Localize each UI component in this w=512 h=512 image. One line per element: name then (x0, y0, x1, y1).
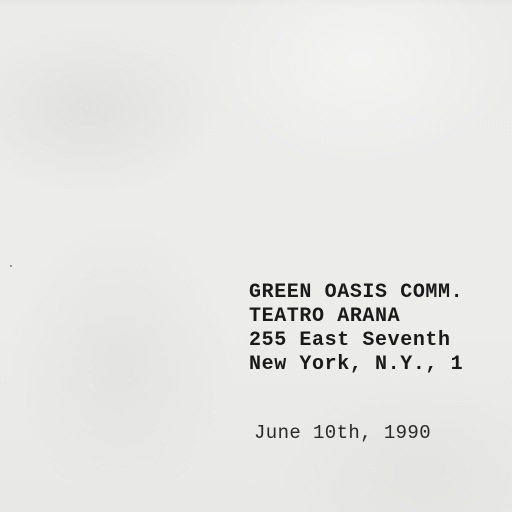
paper-speck (10, 265, 12, 267)
recipient-address-block (249, 281, 463, 377)
recipient-name-line: GREEN OASIS COMM. (249, 281, 464, 304)
recipient-organization-line: TEATRO ARANA (249, 305, 401, 328)
letter-date: June 10th, 1990 (254, 422, 432, 444)
recipient-city-line: New York, N.Y., 1 (249, 353, 464, 376)
recipient-street-line: 255 East Seventh (249, 329, 451, 352)
